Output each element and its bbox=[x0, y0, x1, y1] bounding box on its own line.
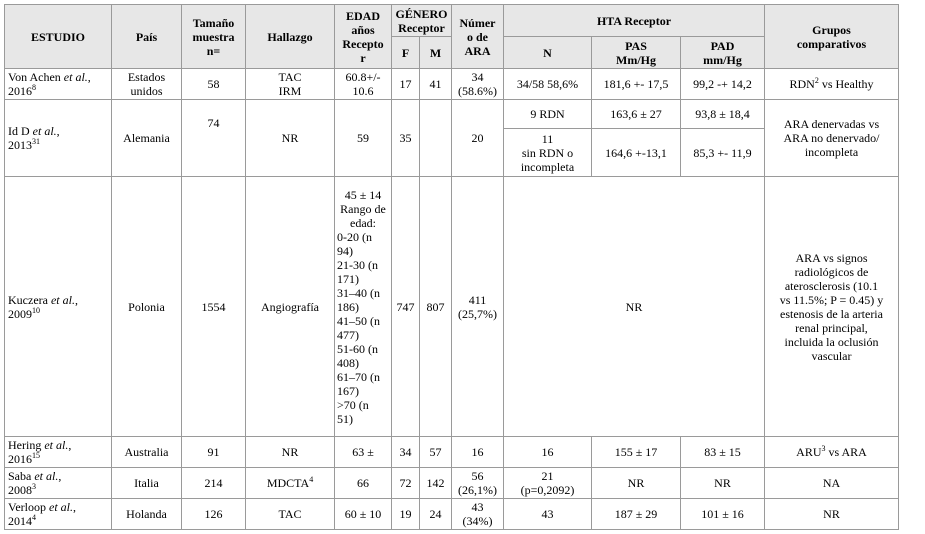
cell-pad: 93,8 ± 18,4 bbox=[681, 100, 765, 129]
table-row bbox=[5, 177, 899, 437]
studies-table bbox=[4, 4, 899, 530]
cell-pas: 187 ± 29 bbox=[592, 499, 681, 530]
cell-edad bbox=[335, 177, 392, 437]
cell-numero: 411 (25,7%) bbox=[452, 177, 504, 437]
cell-m: 807 bbox=[420, 177, 452, 437]
cell-grupos: ARA vs signos radiológicos de aterosclerosis (10.1 vs 11.5%; P = 0.45) y estenosis de la arteria renal principal, incluida la oclusión vascular bbox=[765, 177, 899, 437]
cell-edad: 60.8+/- 10.6 bbox=[335, 69, 392, 100]
cell-tamano: 58 bbox=[182, 69, 246, 100]
header-pas: PAS Mm/Hg bbox=[592, 37, 681, 69]
edad-summary: 45 ± 14 Rango de edad: bbox=[340, 187, 386, 230]
cell-numero: 16 bbox=[452, 437, 504, 468]
cell-edad: 60 ± 10 bbox=[335, 499, 392, 530]
cell-pad: 99,2 -+ 14,2 bbox=[681, 69, 765, 100]
cell-tamano: 74 bbox=[182, 100, 246, 177]
header-genero: GÉNERO Receptor bbox=[392, 5, 452, 37]
cell-m: 57 bbox=[420, 437, 452, 468]
header-pad: PAD mm/Hg bbox=[681, 37, 765, 69]
cell-tamano: 1554 bbox=[182, 177, 246, 437]
cell-estudio: Kuczera et al., 2009$^{10}$ bbox=[5, 177, 112, 437]
cell-hallazgo: NR bbox=[246, 100, 335, 177]
cell-grupos: NA bbox=[765, 468, 899, 499]
cell-n: 9 RDN bbox=[504, 100, 592, 129]
cell-m: 142 bbox=[420, 468, 452, 499]
cell-tamano: 214 bbox=[182, 468, 246, 499]
header-grupos: Grupos comparativos bbox=[765, 5, 899, 69]
table-row bbox=[5, 499, 899, 530]
cell-m: 24 bbox=[420, 499, 452, 530]
cell-pas: 155 ± 17 bbox=[592, 437, 681, 468]
cell-f: 747 bbox=[392, 177, 420, 437]
cell-edad: 66 bbox=[335, 468, 392, 499]
cell-pad: 85,3 +- 11,9 bbox=[681, 129, 765, 177]
cell-numero: 20 bbox=[452, 100, 504, 177]
cell-numero: 56 (26,1%) bbox=[452, 468, 504, 499]
cell-n: 16 bbox=[504, 437, 592, 468]
header-n: N bbox=[504, 37, 592, 69]
header-tamano: Tamaño muestra n= bbox=[182, 5, 246, 69]
cell-hallazgo: NR bbox=[246, 437, 335, 468]
cell-f: 35 bbox=[392, 100, 420, 177]
cell-pais: Estados unidos bbox=[112, 69, 182, 100]
cell-m: 41 bbox=[420, 69, 452, 100]
cell-hta: NR bbox=[504, 177, 765, 437]
cell-pad: 83 ± 15 bbox=[681, 437, 765, 468]
cell-pas: 181,6 +- 17,5 bbox=[592, 69, 681, 100]
cell-hallazgo: TAC IRM bbox=[246, 69, 335, 100]
edad-ranges: 0-20 (n 94) 21-30 (n 171) 31–40 (n 186) 41–50 (n 477) 51-60 (n 408) 61–70 (n 167) >70 (n 51) bbox=[337, 229, 380, 426]
cell-estudio: Hering et al., 2016$^{15}$ bbox=[5, 437, 112, 468]
cell-pas: NR bbox=[592, 468, 681, 499]
cell-f: 19 bbox=[392, 499, 420, 530]
cell-estudio: Verloop et al., 2014$^4$ bbox=[5, 499, 112, 530]
cell-estudio: Id D et al., 2013$^{31}$ bbox=[5, 100, 112, 177]
cell-pais: Holanda bbox=[112, 499, 182, 530]
table-row bbox=[5, 100, 899, 129]
cell-pad: 101 ± 16 bbox=[681, 499, 765, 530]
cell-numero: 34 (58.6%) bbox=[452, 69, 504, 100]
cell-n: 21 (p=0,2092) bbox=[504, 468, 592, 499]
header-hta: HTA Receptor bbox=[504, 5, 765, 37]
cell-f: 72 bbox=[392, 468, 420, 499]
header-edad: EDAD años Recepto r bbox=[335, 5, 392, 69]
cell-pais: Alemania bbox=[112, 100, 182, 177]
header-f: F bbox=[392, 37, 420, 69]
table-row bbox=[5, 468, 899, 499]
cell-n: 11 sin RDN o incompleta bbox=[504, 129, 592, 177]
cell-n: 43 bbox=[504, 499, 592, 530]
cell-pais: Polonia bbox=[112, 177, 182, 437]
cell-grupos: ARU$^3$ vs ARA bbox=[765, 437, 899, 468]
table-row bbox=[5, 69, 899, 100]
cell-edad: 63 ± bbox=[335, 437, 392, 468]
header-pais: País bbox=[112, 5, 182, 69]
cell-tamano: 126 bbox=[182, 499, 246, 530]
cell-grupos: RDN$^2$ vs Healthy bbox=[765, 69, 899, 100]
cell-numero: 43 (34%) bbox=[452, 499, 504, 530]
cell-pais: Australia bbox=[112, 437, 182, 468]
cell-hallazgo: TAC bbox=[246, 499, 335, 530]
cell-hallazgo: Angiografía bbox=[246, 177, 335, 437]
header-hallazgo: Hallazgo bbox=[246, 5, 335, 69]
cell-n: 34/58 58,6% bbox=[504, 69, 592, 100]
cell-estudio: Von Achen et al., 2016$^8$ bbox=[5, 69, 112, 100]
table-row bbox=[5, 437, 899, 468]
cell-pas: 163,6 ± 27 bbox=[592, 100, 681, 129]
cell-estudio: Saba et al., 2008$^3$ bbox=[5, 468, 112, 499]
cell-grupos: NR bbox=[765, 499, 899, 530]
studies-table-container bbox=[4, 4, 899, 530]
cell-edad: 59 bbox=[335, 100, 392, 177]
cell-hallazgo: MDCTA$^4$ bbox=[246, 468, 335, 499]
cell-m bbox=[420, 100, 452, 177]
header-estudio: ESTUDIO bbox=[5, 5, 112, 69]
cell-grupos: ARA denervadas vs ARA no denervado/ incompleta bbox=[765, 100, 899, 177]
cell-f: 17 bbox=[392, 69, 420, 100]
cell-pad: NR bbox=[681, 468, 765, 499]
cell-pas: 164,6 +-13,1 bbox=[592, 129, 681, 177]
header-m: M bbox=[420, 37, 452, 69]
cell-f: 34 bbox=[392, 437, 420, 468]
header-numero: Númer o de ARA bbox=[452, 5, 504, 69]
cell-tamano: 91 bbox=[182, 437, 246, 468]
cell-pais: Italia bbox=[112, 468, 182, 499]
